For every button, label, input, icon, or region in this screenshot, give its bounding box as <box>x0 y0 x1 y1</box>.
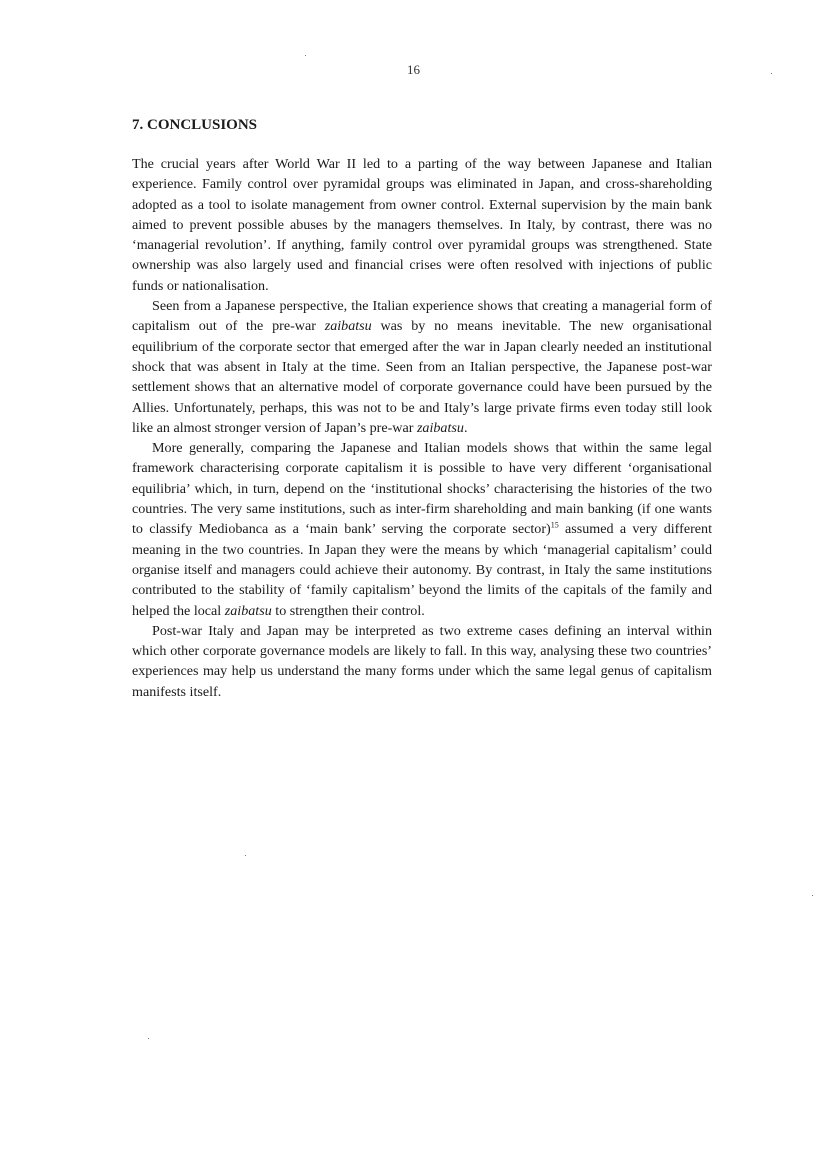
body-text <box>132 154 712 702</box>
scan-speck <box>305 55 306 56</box>
section-heading: 7. CONCLUSIONS <box>132 117 258 133</box>
term-zaibatsu: zaibatsu <box>224 602 272 619</box>
term-zaibatsu: zaibatsu <box>324 318 372 335</box>
paragraph-2-text-b: was by no means inevitable. The new organisational equilibrium of the corporate sector that emerged after the war in Japan clearly needed an institutional shock that was absent in Italy at the time. Seen from an Italian perspective, the Japanese post-war settlement shows that an alternative model of corporate governance could have been pursued by the Allies. Unfortunately, perhaps, this was not to be and Italy’s large private firms even today still look like an almost stronger version of Japan’s pre-war <box>132 318 713 436</box>
page-number: 16 <box>407 62 420 77</box>
paragraph-1-text: The crucial years after World War II led to a parting of the way between Japanese and Italian experience. Family control over pyramidal groups was eliminated in Japan, and cross-shareholding adopted as a tool to isolate management from owner control. External supervision by the main bank aimed to prevent possible abuses by the managers themselves. In Italy, by contrast, there was no ‘managerial revolution’. If anything, family control over pyramidal groups was strengthened. State ownership was also largely used and financial crises were often resolved with injections of public funds or nationalisation. <box>132 156 712 294</box>
paragraph-2-text-a: Seen from a Japanese perspective, the Italian experience shows that creating a managerial form of capitalism out of the pre-war <box>132 298 712 335</box>
paragraph-1 <box>132 154 712 296</box>
scan-speck <box>245 855 246 856</box>
paragraph-3 <box>132 438 712 621</box>
paragraph-3-text-a: More generally, comparing the Japanese and Italian models shows that within the same legal framework characterising corporate capitalism it is possible to have very different ‘organisational equilibria’ which, in turn, depend on the ‘institutional shocks’ characterising the histories of the two countries. The very same institutions, such as inter-firm shareholding and main banking (if one wants to classify Mediobanca as a ‘main bank’ serving the corporate sector) <box>132 440 712 538</box>
paragraph-2 <box>132 296 712 438</box>
term-zaibatsu: zaibatsu <box>416 419 464 436</box>
paragraph-4-text: Post-war Italy and Japan may be interpreted as two extreme cases defining an interval within which other corporate governance models are likely to fall. In this way, analysing these two countries’ experiences may help us understand the many forms under which the same legal genus of capitalism manifests itself. <box>132 622 712 700</box>
footnote-ref: 15 <box>550 520 559 530</box>
scan-speck <box>148 1038 149 1039</box>
scan-speck <box>812 895 813 896</box>
scan-speck <box>771 73 772 74</box>
paragraph-4 <box>132 621 712 702</box>
paragraph-2-text-c: . <box>463 419 468 436</box>
paragraph-3-text-b: assumed a very different meaning in the two countries. In Japan they were the means by which ‘managerial capitalism’ could organise itself and managers could achieve their autonomy. By contrast, in Italy the same institutions contributed to the stability of ‘family capitalism’ beyond the limits of the capitals of the family and helped the local <box>132 521 712 619</box>
paragraph-3-text-c: to strengthen their control. <box>271 602 425 619</box>
